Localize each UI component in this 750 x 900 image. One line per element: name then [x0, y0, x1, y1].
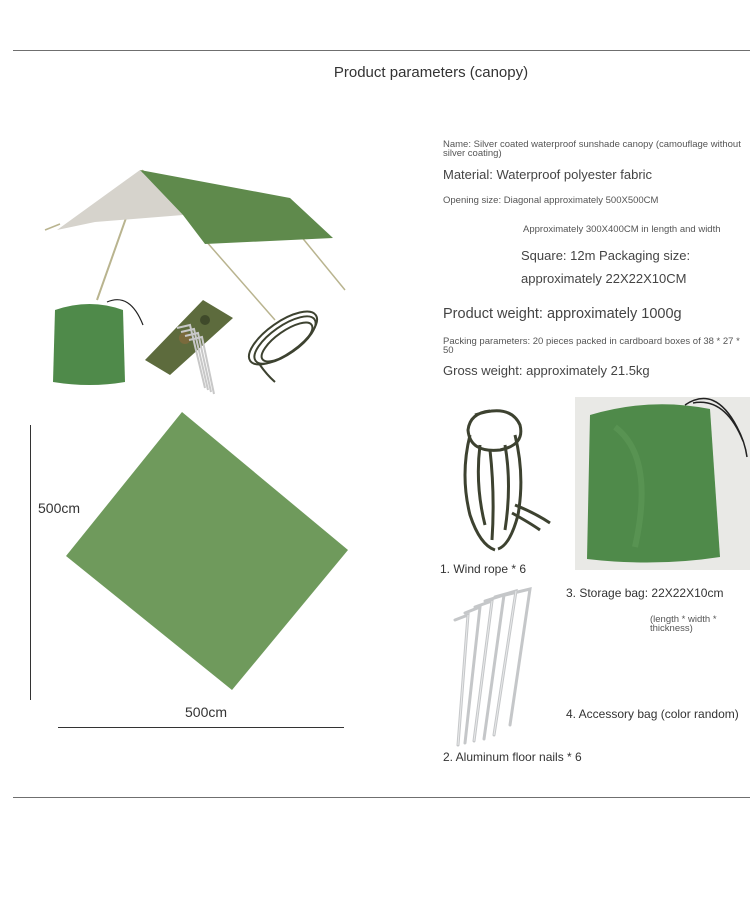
guy-line [300, 235, 345, 290]
caption-storage-bag-note: (length * width * thickness) [650, 614, 717, 634]
rope-coil-small [241, 302, 325, 382]
height-line [30, 425, 31, 700]
spec-gross-weight: Gross weight: approximately 21.5kg [443, 363, 650, 378]
width-line [58, 727, 344, 728]
wind-rope-photo [450, 405, 560, 555]
storage-bag-small [53, 304, 125, 385]
top-divider [13, 50, 750, 51]
floor-nails-photo [450, 585, 550, 750]
width-label: 500cm [185, 704, 228, 720]
spec-name: Name: Silver coated waterproof sunshade canopy (camouflage without silver coating) [443, 139, 741, 159]
guy-line [45, 224, 60, 230]
caption-wind-rope: 1. Wind rope * 6 [440, 562, 527, 576]
storage-bag-photo [575, 397, 750, 572]
bottom-divider [13, 797, 750, 798]
spec-square: Square: 12m Packaging size: [521, 248, 691, 263]
canopy-diagram [60, 408, 360, 708]
caption-accessory-bag: 4. Accessory bag (color random) [566, 707, 739, 721]
spec-material: Material: Waterproof polyester fabric [443, 167, 653, 182]
spec-weight: Product weight: approximately 1000g [443, 306, 682, 322]
caption-floor-nails: 2. Aluminum floor nails * 6 [443, 750, 582, 764]
height-label: 500cm [38, 500, 81, 516]
canopy-photo [35, 160, 355, 410]
canopy-square [66, 412, 348, 690]
spec-opening-size: Opening size: Diagonal approximately 500X500CM [443, 195, 659, 206]
spec-packaging-dims: approximately 22X22X10CM [521, 271, 687, 286]
caption-storage-bag: 3. Storage bag: 22X22X10cm [566, 586, 724, 600]
spec-packing: Packing parameters: 20 pieces packed in cardboard boxes of 38 * 27 * 50 [443, 336, 740, 356]
spec-size-approx: Approximately 300X400CM in length and width [523, 224, 721, 235]
page-title: Product parameters (canopy) [333, 64, 529, 81]
